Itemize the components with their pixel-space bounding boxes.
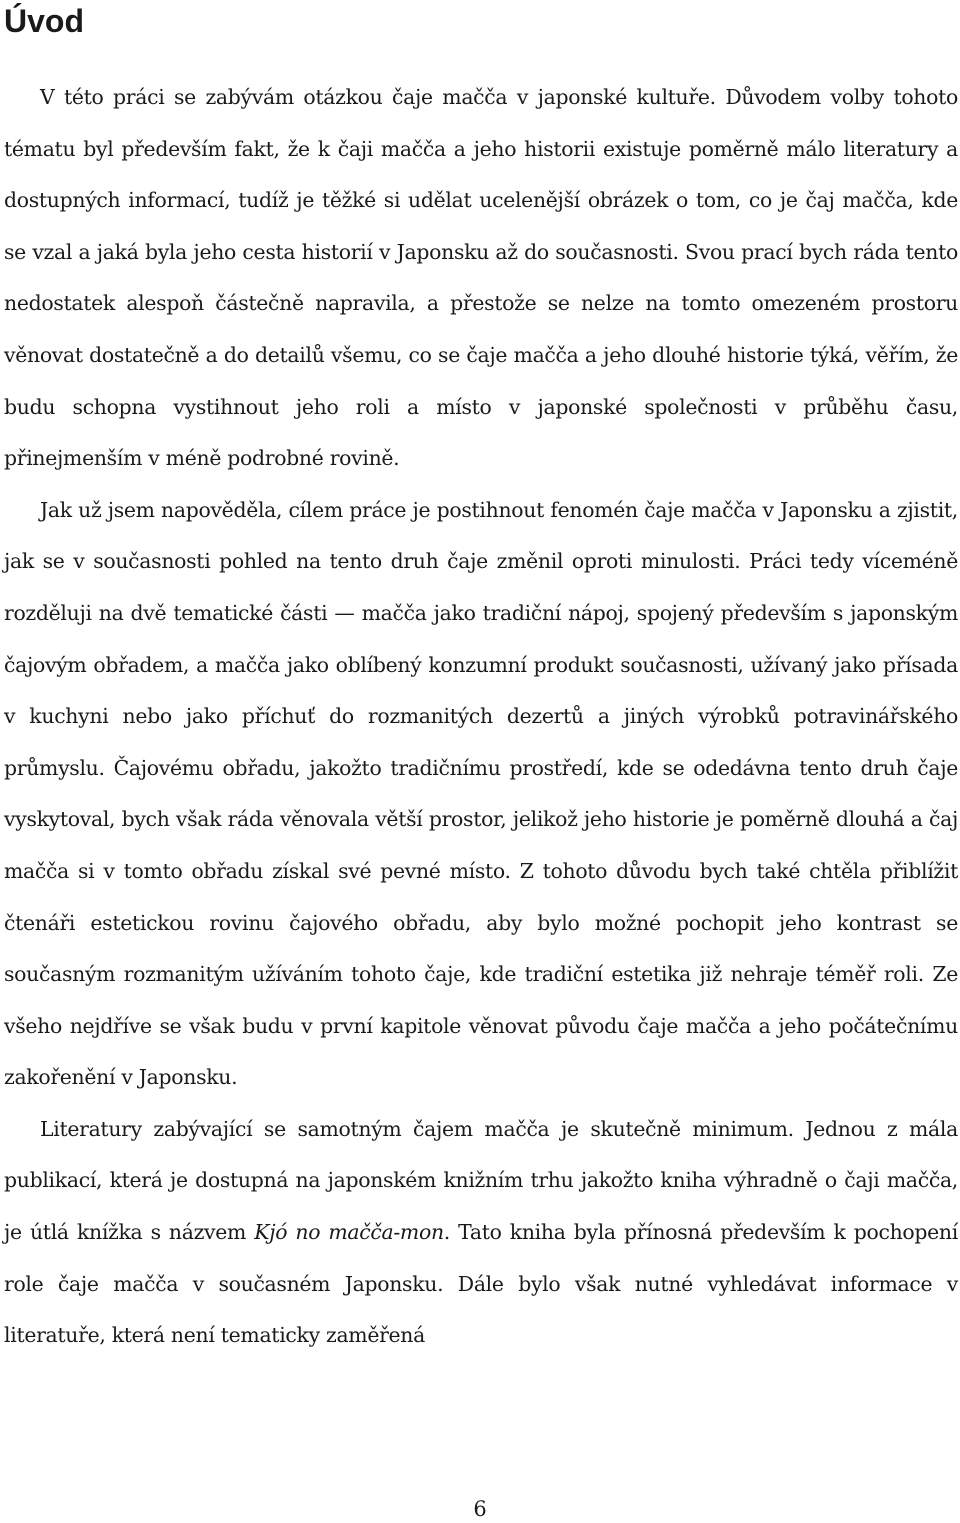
- paragraph-1: V této práci se zabývám otázkou čaje maččа v japonské kultuře. Důvodem volby tohoto tématu byl především fakt, že k čaji maččа a jeho historii existuje poměrně málo literatury a dostupných informací, tudíž je těžké si udělat ucelenější obrázek o tom, co je čaj maččа, kde se vzal a jaká byla jeho cesta historií v Japonsku až do současnosti. Svou prací bych ráda tento nedostatek alespoň částečně napravila, a přestože se nelze na tomto omezeném prostoru věnovat dostatečně a do detailů všemu, co se čaje maččа a jeho dlouhé historie týká, věřím, že budu schopna vystihnout jeho roli a místo v japonské společnosti v průběhu času, přinejmenším v méně podrobné rovině.: [4, 85, 958, 471]
- chapter-heading: Úvod: [4, 3, 84, 39]
- body-text: [4, 72, 958, 1362]
- page-number: 6: [473, 1497, 487, 1521]
- paragraph-3-text-after: . Tato kniha byla přínosná především k pochopení role čaje maččа v současném Japonsku. Dále bylo však nutné vyhledávat informace v literatuře, která není tematicky zaměřená: [4, 1220, 958, 1348]
- paragraph-2: Jak už jsem napověděla, cílem práce je postihnout fenomén čaje maččа v Japonsku a zjistit, jak se v současnosti pohled na tento druh čaje změnil oproti minulosti. Práci tedy víceméně rozděluji na dvě tematické části — maččа jako tradiční nápoj, spojený především s japonským čajovým obřadem, a maččа jako oblíbený konzumní produkt současnosti, užívaný jako přísada v kuchyni nebo jako příchuť do rozmanitých dezertů a jiných výrobků potravinářského průmyslu. Čajovému obřadu, jakožto tradičnímu prostředí, kde se odedávna tento druh čaje vyskytoval, bych však ráda věnovala větší prostor, jelikož jeho historie je poměrně dlouhá a čaj maččа si v tomto obřadu získal své pevné místo. Z tohoto důvodu bych také chtěla přiblížit čtenáři estetickou rovinu čajového obřadu, aby bylo možné pochopit jeho kontrast se současným rozmanitým užíváním tohoto čaje, kde tradiční estetika již nehraje téměř roli. Ze všeho nejdříve se však budu v první kapitole věnovat původu čaje maččа a jeho počátečnímu zakořenění v Japonsku.: [4, 497, 958, 1090]
- book-title: Kjó no maččа-mon: [254, 1220, 444, 1245]
- paragraph-3-text-before: Literatury zabývající se samotným čajem maččа je skutečně minimum. Jednou z mála publikací, která je dostupná na japonském knižním trhu jakožto kniha výhradně o čaji maččа, je útlá knížka s názvem: [4, 1116, 958, 1245]
- paragraph-3: [4, 1104, 958, 1362]
